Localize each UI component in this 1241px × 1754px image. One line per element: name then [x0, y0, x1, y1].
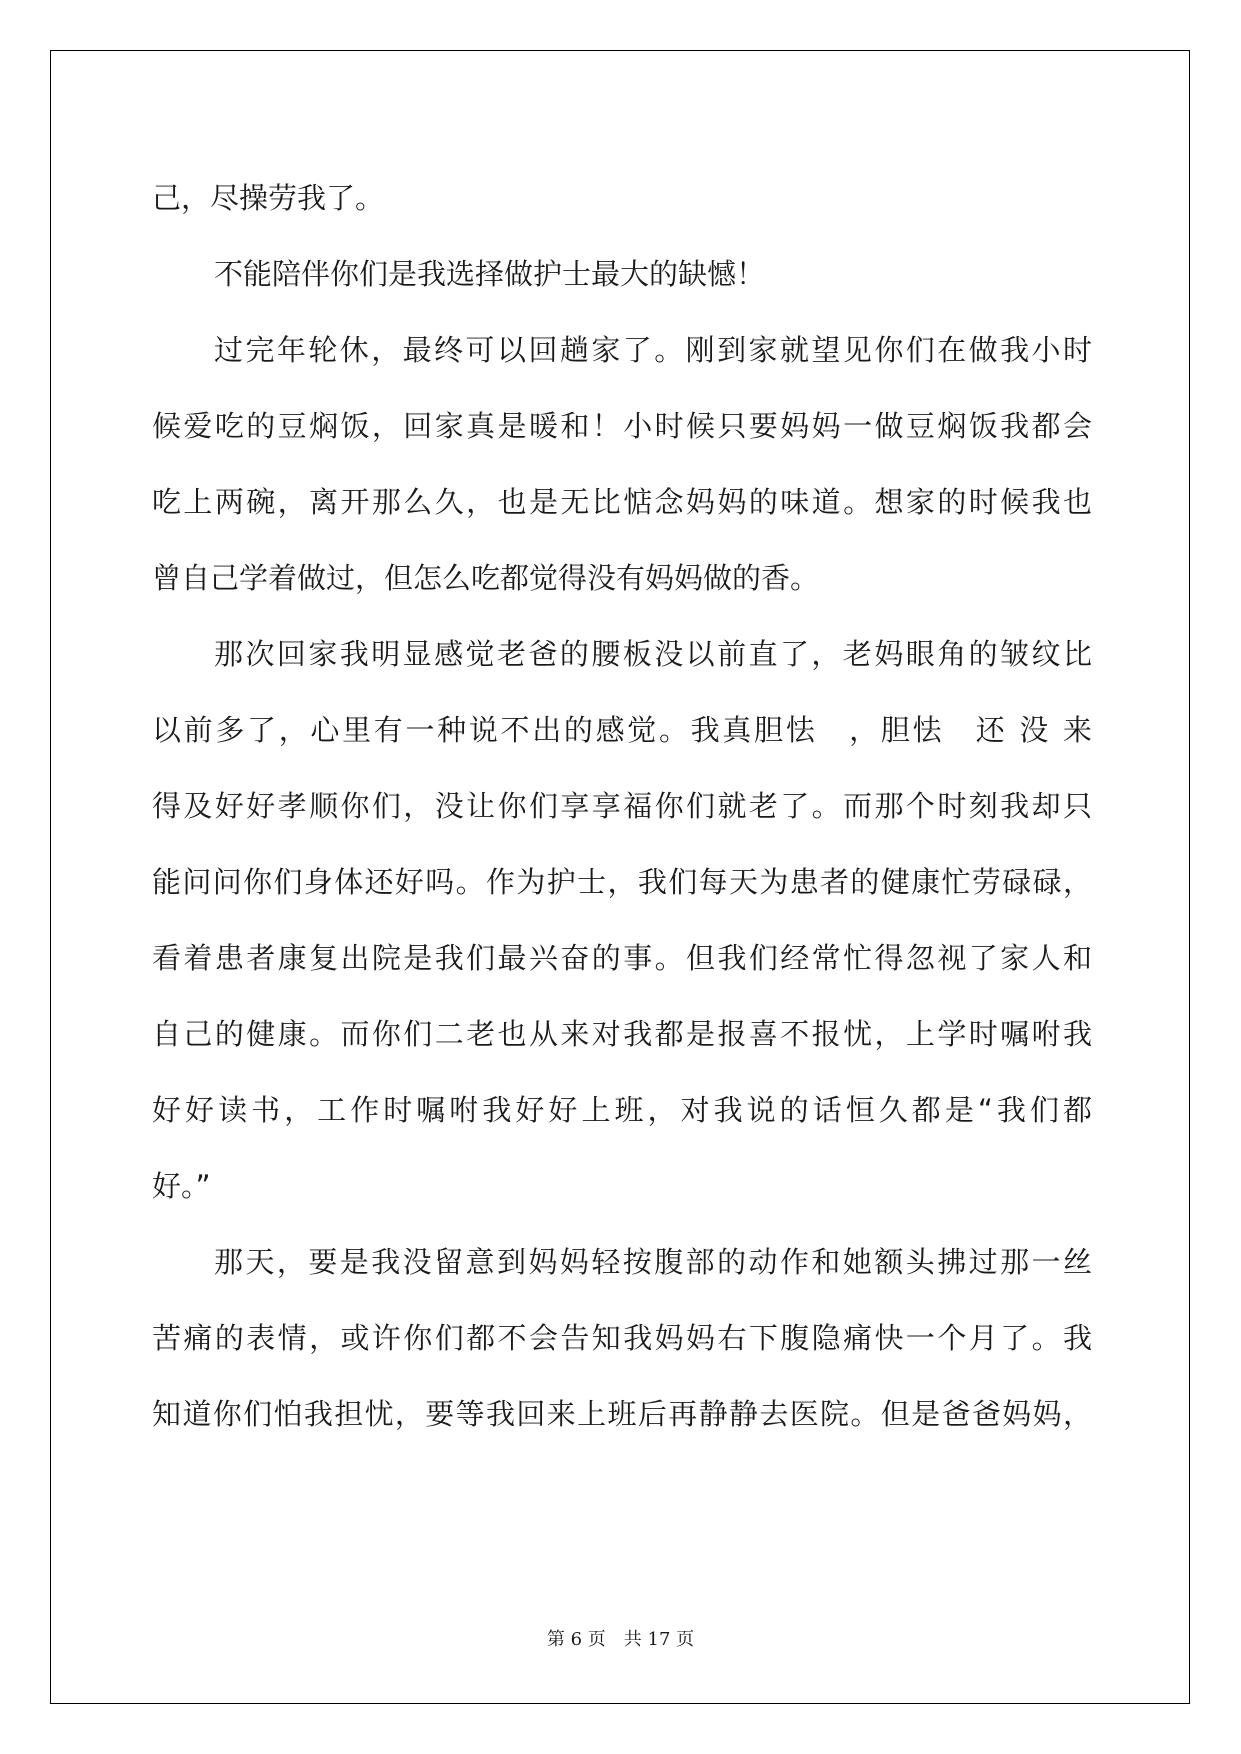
- text-line: 那天，要是我没留意到妈妈轻按腹部的动作和她额头拂过那一丝: [214, 1245, 1092, 1279]
- text-line: 己，尽操劳我了。: [152, 181, 385, 215]
- text-line: 自己的健康。而你们二老也从来对我都是报喜不报忧，上学时嘱咐我: [152, 1017, 1092, 1051]
- text-line: 候爱吃的豆焖饭，回家真是暖和！小时候只要妈妈一做豆焖饭我都会: [152, 409, 1092, 443]
- text-line: 苦痛的表情，或许你们都不会告知我妈妈右下腹隐痛快一个月了。我: [152, 1321, 1092, 1355]
- text-line: 不能陪伴你们是我选择做护士最大的缺憾！: [214, 257, 766, 291]
- page-footer: [0, 1625, 1241, 1651]
- text-line: 过完年轮休，最终可以回趟家了。刚到家就望见你们在做我小时: [214, 333, 1092, 367]
- text-line: 能问问你们身体还好吗。作为护士，我们每天为患者的健康忙劳碌碌，: [152, 865, 1092, 899]
- text-line: 知道你们怕我担忧，要等我回来上班后再静静去医院。但是爸爸妈妈，: [152, 1397, 1092, 1431]
- text-line: 以前多了，心里有一种说不出的感觉。我真胆怯 ，胆怯 还 没 来: [152, 713, 1092, 747]
- document-body: [152, 160, 1092, 1452]
- text-line: 好好读书，工作时嘱咐我好好上班，对我说的话恒久都是“我们都: [152, 1093, 1092, 1127]
- text-line: 看着患者康复出院是我们最兴奋的事。但我们经常忙得忽视了家人和: [152, 941, 1092, 975]
- text-line: 曾自己学着做过，但怎么吃都觉得没有妈妈做的香。: [152, 561, 820, 595]
- text-line: 好。”: [152, 1169, 211, 1203]
- text-line: 得及好好孝顺你们，没让你们享享福你们就老了。而那个时刻我却只: [152, 789, 1092, 823]
- page-number: 第 6 页 共 17 页: [546, 1629, 695, 1650]
- text-line: 吃上两碗，离开那么久，也是无比惦念妈妈的味道。想家的时候我也: [152, 485, 1092, 519]
- text-line: 那次回家我明显感觉老爸的腰板没以前直了，老妈眼角的皱纹比: [214, 637, 1092, 671]
